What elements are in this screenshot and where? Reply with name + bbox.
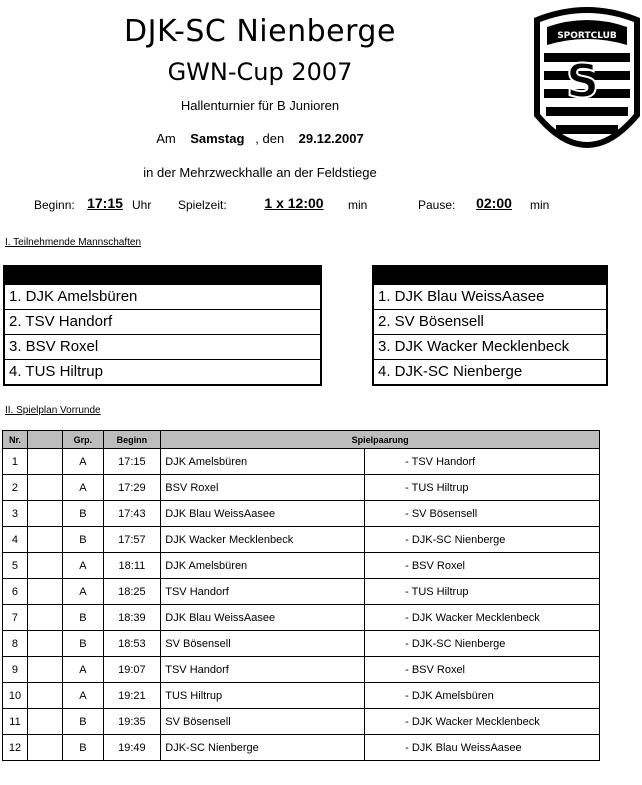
row-nr: 10 bbox=[3, 683, 28, 709]
header-grp: Grp. bbox=[63, 431, 103, 449]
row-away-team: - BSV Roxel bbox=[365, 657, 600, 683]
header-blank bbox=[27, 431, 62, 449]
tournament-type: Hallenturnier für B Junioren bbox=[180, 98, 340, 113]
row-nr: 3 bbox=[3, 501, 28, 527]
team-item: 1. DJK Amelsbüren bbox=[5, 285, 320, 310]
section-schedule-heading: II. Spielplan Vorrunde bbox=[5, 405, 101, 416]
spielzeit-label: Spielzeit: bbox=[178, 198, 227, 212]
row-nr: 1 bbox=[3, 449, 28, 475]
header-nr: Nr. bbox=[3, 431, 28, 449]
group-b-box bbox=[372, 265, 608, 386]
row-nr: 6 bbox=[3, 579, 28, 605]
row-home-team: TSV Handorf bbox=[161, 579, 365, 605]
row-home-team: DJK Wacker Mecklenbeck bbox=[161, 527, 365, 553]
pause-label: Pause: bbox=[418, 198, 456, 212]
row-grp: A bbox=[63, 579, 103, 605]
group-a-box bbox=[3, 265, 322, 386]
row-nr: 4 bbox=[3, 527, 28, 553]
row-blank bbox=[27, 657, 62, 683]
row-blank bbox=[27, 475, 62, 501]
row-nr: 7 bbox=[3, 605, 28, 631]
row-home-team: BSV Roxel bbox=[161, 475, 365, 501]
row-grp: A bbox=[63, 657, 103, 683]
header-beginn: Beginn bbox=[103, 431, 161, 449]
min-label: min bbox=[348, 198, 368, 212]
row-grp: B bbox=[63, 501, 103, 527]
row-time: 18:53 bbox=[103, 631, 161, 657]
row-time: 19:49 bbox=[103, 735, 161, 761]
row-home-team: TUS Hiltrup bbox=[161, 683, 365, 709]
schedule-row bbox=[3, 631, 600, 657]
logo-text: SPORTCLUB bbox=[557, 31, 617, 41]
section-teams-heading: I. Teilnehmende Mannschaften bbox=[5, 237, 142, 248]
schedule-row bbox=[3, 709, 600, 735]
team-item: 3. DJK Wacker Mecklenbeck bbox=[374, 335, 606, 360]
group-b-header bbox=[374, 267, 606, 285]
row-grp: B bbox=[63, 631, 103, 657]
row-grp: B bbox=[63, 735, 103, 761]
row-time: 18:39 bbox=[103, 605, 161, 631]
row-nr: 2 bbox=[3, 475, 28, 501]
row-time: 19:21 bbox=[103, 683, 161, 709]
venue: in der Mehrzweckhalle an der Feldstiege bbox=[143, 165, 377, 180]
row-blank bbox=[27, 449, 62, 475]
beginn-value: 17:15 bbox=[87, 195, 123, 211]
row-away-team: - TUS Hiltrup bbox=[365, 475, 600, 501]
row-nr: 11 bbox=[3, 709, 28, 735]
row-grp: A bbox=[63, 553, 103, 579]
row-blank bbox=[27, 683, 62, 709]
row-nr: 8 bbox=[3, 631, 28, 657]
row-home-team: DJK Blau WeissAasee bbox=[161, 501, 365, 527]
row-grp: B bbox=[63, 605, 103, 631]
row-home-team: DJK Amelsbüren bbox=[161, 553, 365, 579]
row-away-team: - TSV Handorf bbox=[365, 449, 600, 475]
row-nr: 5 bbox=[3, 553, 28, 579]
row-away-team: - DJK-SC Nienberge bbox=[365, 527, 600, 553]
team-item: 4. DJK-SC Nienberge bbox=[378, 363, 523, 380]
uhr-label: Uhr bbox=[132, 198, 152, 212]
schedule-row bbox=[3, 657, 600, 683]
schedule-row bbox=[3, 605, 600, 631]
schedule-row bbox=[3, 501, 600, 527]
schedule-row bbox=[3, 735, 600, 761]
row-time: 19:35 bbox=[103, 709, 161, 735]
row-blank bbox=[27, 709, 62, 735]
am-label: Am bbox=[156, 131, 176, 146]
row-grp: A bbox=[63, 475, 103, 501]
header-paarung: Spielpaarung bbox=[161, 431, 600, 449]
row-grp: B bbox=[63, 527, 103, 553]
row-away-team: - DJK-SC Nienberge bbox=[365, 631, 600, 657]
row-time: 17:43 bbox=[103, 501, 161, 527]
row-grp: A bbox=[63, 683, 103, 709]
schedule-row bbox=[3, 553, 600, 579]
row-away-team: - TUS Hiltrup bbox=[365, 579, 600, 605]
group-a-header bbox=[5, 267, 320, 285]
row-blank bbox=[27, 579, 62, 605]
row-grp: A bbox=[63, 449, 103, 475]
logo-letter: S bbox=[566, 54, 600, 108]
team-item: 2. TSV Handorf bbox=[5, 310, 320, 335]
schedule-row bbox=[3, 449, 600, 475]
schedule-header-row bbox=[3, 431, 600, 449]
day-value: Samstag bbox=[190, 131, 245, 146]
row-time: 18:25 bbox=[103, 579, 161, 605]
schedule-row bbox=[3, 683, 600, 709]
row-away-team: - DJK Wacker Mecklenbeck bbox=[365, 605, 600, 631]
row-home-team: SV Bösensell bbox=[161, 709, 365, 735]
row-away-team: - DJK Amelsbüren bbox=[365, 683, 600, 709]
row-nr: 12 bbox=[3, 735, 28, 761]
row-home-team: SV Bösensell bbox=[161, 631, 365, 657]
row-away-team: - DJK Blau WeissAasee bbox=[365, 735, 600, 761]
date-value: 29.12.2007 bbox=[298, 131, 364, 146]
row-blank bbox=[27, 631, 62, 657]
spielzeit-value: 1 x 12:00 bbox=[264, 195, 324, 211]
row-blank bbox=[27, 605, 62, 631]
schedule-row bbox=[3, 527, 600, 553]
team-item: 4. TUS Hiltrup bbox=[9, 363, 103, 380]
row-home-team: DJK-SC Nienberge bbox=[161, 735, 365, 761]
den-label: , den bbox=[255, 131, 285, 146]
row-home-team: TSV Handorf bbox=[161, 657, 365, 683]
row-time: 17:29 bbox=[103, 475, 161, 501]
min-label-2: min bbox=[530, 198, 550, 212]
row-away-team: - SV Bösensell bbox=[365, 501, 600, 527]
team-item: 3. BSV Roxel bbox=[5, 335, 320, 360]
row-time: 17:15 bbox=[103, 449, 161, 475]
pause-value: 02:00 bbox=[476, 195, 512, 211]
beginn-label: Beginn: bbox=[34, 198, 75, 212]
row-time: 19:07 bbox=[103, 657, 161, 683]
row-time: 18:11 bbox=[103, 553, 161, 579]
row-away-team: - BSV Roxel bbox=[365, 553, 600, 579]
row-home-team: DJK Blau WeissAasee bbox=[161, 605, 365, 631]
row-blank bbox=[27, 501, 62, 527]
row-blank bbox=[27, 735, 62, 761]
schedule-row bbox=[3, 475, 600, 501]
row-blank bbox=[27, 553, 62, 579]
schedule-row bbox=[3, 579, 600, 605]
row-grp: B bbox=[63, 709, 103, 735]
row-nr: 9 bbox=[3, 657, 28, 683]
row-time: 17:57 bbox=[103, 527, 161, 553]
schedule-table bbox=[2, 430, 600, 761]
document-title: DJK-SC Nienberge bbox=[124, 14, 396, 49]
club-crest-logo bbox=[532, 5, 642, 180]
row-away-team: - DJK Wacker Mecklenbeck bbox=[365, 709, 600, 735]
team-item: 1. DJK Blau WeissAasee bbox=[374, 285, 606, 310]
row-blank bbox=[27, 527, 62, 553]
team-item: 2. SV Bösensell bbox=[374, 310, 606, 335]
cup-title: GWN-Cup 2007 bbox=[167, 58, 353, 86]
row-home-team: DJK Amelsbüren bbox=[161, 449, 365, 475]
date-line bbox=[0, 131, 520, 146]
